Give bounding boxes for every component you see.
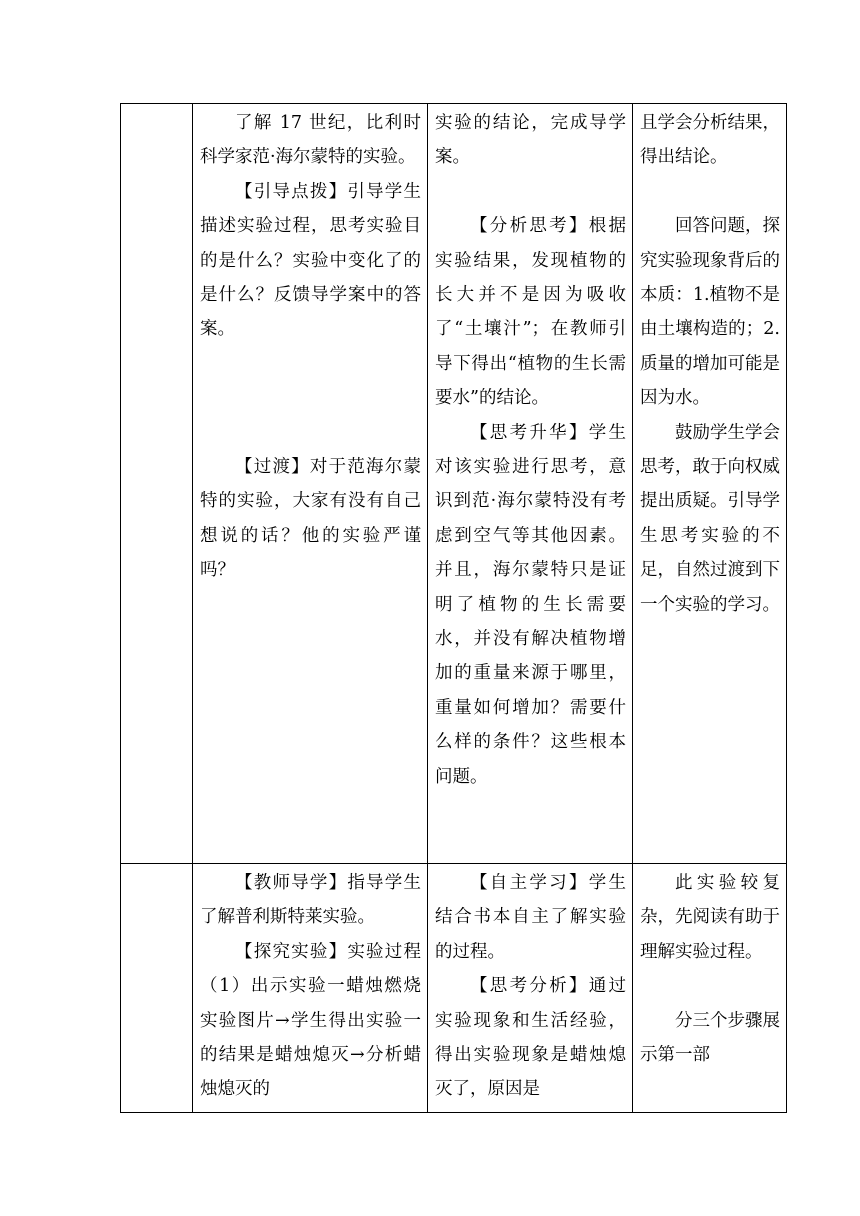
paragraph: 【引导点拨】引导学生描述实验过程，思考实验目的是什么？实验中变化了的是什么？反馈导学案中的答案。	[200, 181, 421, 340]
paragraph: 实验的结论，完成导学案。	[435, 113, 626, 168]
paragraph: 【探究实验】实验过程（1）出示实验一蜡烛燃烧实验图片→学生得出实验一的结果是蜡烛熄灭→分析蜡烛熄灭的	[200, 941, 421, 1100]
table-row	[121, 864, 787, 1113]
lesson-plan-table	[120, 103, 787, 1113]
student-activity-cell	[428, 104, 633, 864]
student-activity-cell	[428, 864, 633, 1113]
design-intent-cell	[633, 104, 787, 864]
paragraph: 且学会分析结果，得出结论。	[640, 113, 780, 168]
paragraph: 【过渡】对于范海尔蒙特的实验，大家有没有自己想说的话？他的实验严谨吗？	[200, 457, 421, 581]
paragraph: 回答问题，探究实验现象背后的本质：1.植物不是由土壤构造的；2.质量的增加可能是因为水。	[640, 216, 780, 409]
design-intent-cell	[633, 864, 787, 1113]
paragraph: 此实验较复杂，先阅读有助于理解实验过程。	[640, 873, 780, 962]
teacher-activity-cell	[193, 104, 428, 864]
paragraph: 【思考升华】学生对该实验进行思考，意识到范·海尔蒙特没有考虑到空气等其他因素。并且，海尔蒙特只是证明了植物的生长需要水，并没有解决植物增加的重量来源于哪里，重量如何增加？需要什么样的条件？这些根本问题。	[435, 422, 626, 787]
stage-cell	[121, 104, 193, 864]
stage-cell	[121, 864, 193, 1113]
paragraph: 【自主学习】学生结合书本自主了解实验的过程。	[435, 873, 626, 962]
paragraph: 分三个步骤展示第一部	[640, 1010, 780, 1066]
paragraph: 【教师导学】指导学生了解普利斯特莱实验。	[200, 873, 421, 928]
teacher-activity-cell	[193, 864, 428, 1113]
paragraph: 了解 17 世纪，比利时科学家范·海尔蒙特的实验。	[200, 113, 421, 168]
paragraph: 【分析思考】根据实验结果，发现植物的长大并不是因为吸收了“土壤汁”；在教师引导下得出“植物的生长需要水”的结论。	[435, 216, 626, 409]
paragraph: 鼓励学生学会思考，敢于向权威提出质疑。引导学生思考实验的不足，自然过渡到下一个实验的学习。	[640, 422, 780, 615]
table-row	[121, 104, 787, 864]
paragraph: 【思考分析】通过实验现象和生活经验，得出实验现象是蜡烛熄灭了，原因是	[435, 976, 626, 1100]
